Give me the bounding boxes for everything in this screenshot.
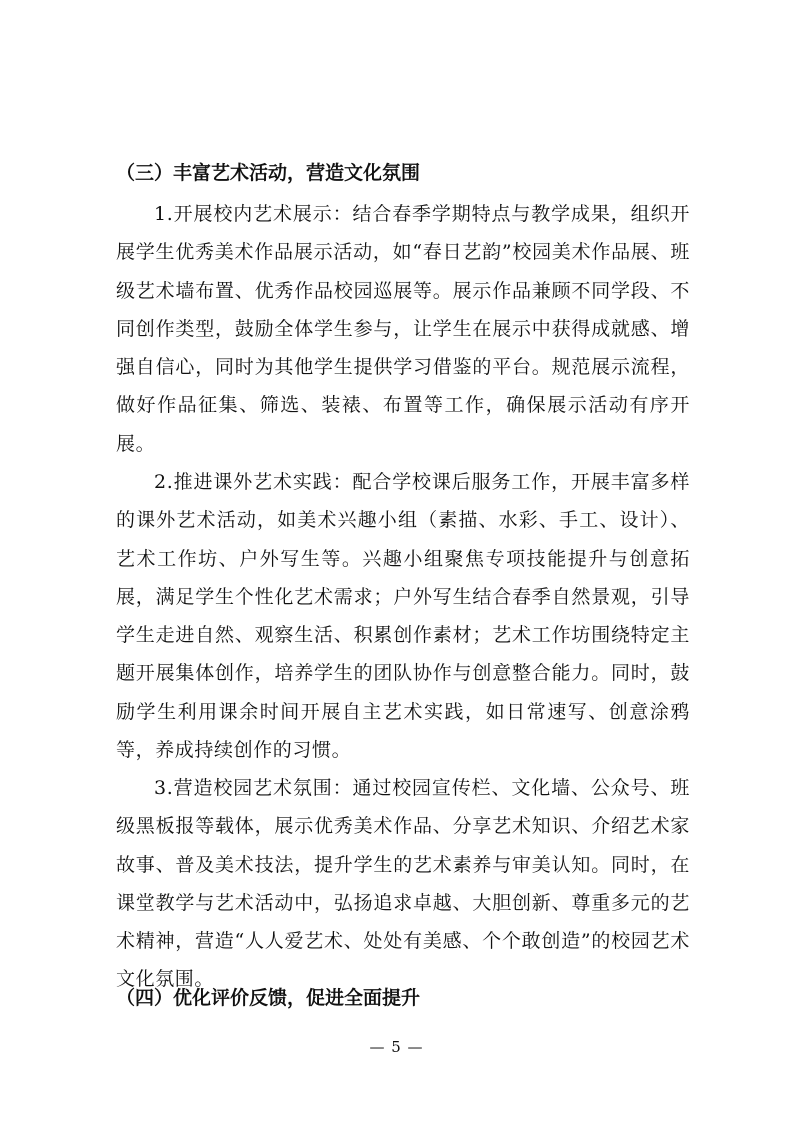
page-number: — 5 —	[369, 1038, 424, 1056]
paragraph-extracurricular: 2.推进课外艺术实践：配合学校课后服务工作，开展丰富多样的课外艺术活动，如美术兴趣小组（素描、水彩、手工、设计）、艺术工作坊、户外写生等。兴趣小组聚焦专项技能提升与创意拓展，满足学生个性化艺术需求；户外写生结合春季自然景观，引导学生走进自然、观察生活、积累创作素材；艺术工作坊围绕特定主题开展集体创作，培养学生的团队协作与创意整合能力。同时，鼓励学生利用课余时间开展自主艺术实践，如日常速写、创意涂鸦等，养成持续创作的习惯。	[116, 471, 690, 762]
section-heading-3: （三）丰富艺术活动，营造文化氛围	[116, 162, 421, 184]
paragraph-atmosphere: 3.营造校园艺术氛围：通过校园宣传栏、文化墙、公众号、班级黑板报等载体，展示优秀美术作品、分享艺术知识、介绍艺术家故事、普及美术技法，提升学生的艺术素养与审美认知。同时，在课堂教学与艺术活动中，弘扬追求卓越、大胆创新、尊重多元的艺术精神，营造“人人爱艺术、处处有美感、个个敢创造”的校园艺术文化氛围。	[116, 777, 690, 991]
section-heading-4: （四）优化评价反馈，促进全面提升	[116, 987, 421, 1009]
paragraph-exhibition: 1.开展校内艺术展示：结合春季学期特点与教学成果，组织开展学生优秀美术作品展示活动，如“春日艺韵”校园美术作品展、班级艺术墙布置、优秀作品校园巡展等。展示作品兼顾不同学段、不同创作类型，鼓励全体学生参与，让学生在展示中获得成就感、增强自信心，同时为其他学生提供学习借鉴的平台。规范展示流程，做好作品征集、筛选、装裱、布置等工作，确保展示活动有序开展。	[116, 203, 690, 455]
